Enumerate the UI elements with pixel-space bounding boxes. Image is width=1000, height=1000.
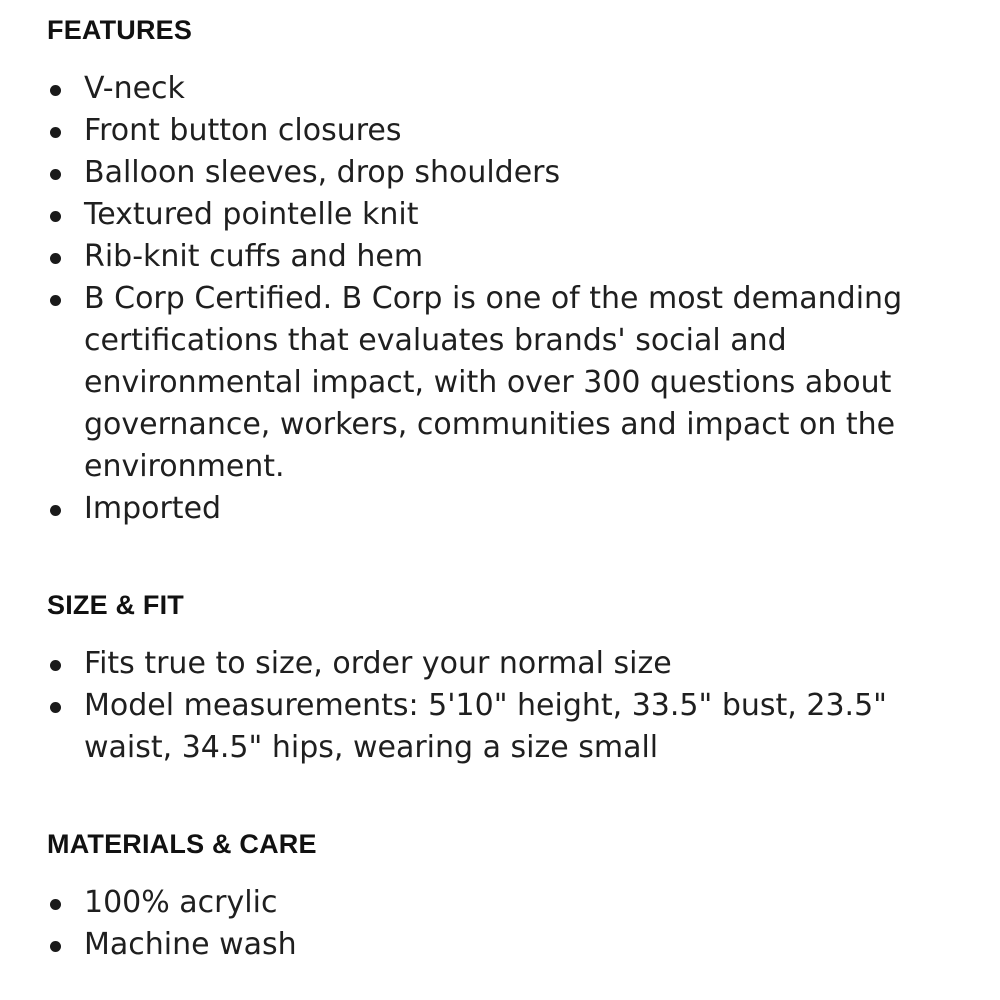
materials-care-list [47, 882, 960, 966]
list-item [47, 236, 960, 278]
feature-text: Rib-knit cuffs and hem [84, 239, 424, 274]
bullet-icon [50, 505, 61, 516]
bullet-icon [50, 253, 61, 264]
materials-text: Machine wash [84, 927, 297, 962]
features-heading: FEATURES [47, 15, 193, 45]
list-item [47, 685, 960, 769]
list-item [47, 68, 960, 110]
feature-text: V-neck [84, 71, 185, 106]
bullet-icon [50, 660, 61, 671]
list-item [47, 152, 960, 194]
features-section [47, 12, 960, 530]
list-item [47, 278, 960, 488]
list-item [47, 882, 960, 924]
materials-care-section [47, 826, 960, 966]
bullet-icon [50, 85, 61, 96]
bullet-icon [50, 941, 61, 952]
feature-text: Textured pointelle knit [84, 197, 419, 232]
list-item [47, 643, 960, 685]
features-list [47, 68, 960, 530]
size-fit-list [47, 643, 960, 769]
list-item [47, 924, 960, 966]
bullet-icon [50, 211, 61, 222]
feature-text: Balloon sleeves, drop shoulders [84, 155, 561, 190]
bullet-icon [50, 127, 61, 138]
list-item [47, 488, 960, 530]
materials-care-heading: MATERIALS & CARE [47, 829, 317, 859]
list-item [47, 110, 960, 152]
size-fit-text: Model measurements: 5'10" height, 33.5" bust, 23.5" waist, 34.5" hips, wearing a size small [84, 688, 887, 765]
size-fit-heading: SIZE & FIT [47, 590, 184, 620]
bullet-icon [50, 702, 61, 713]
bullet-icon [50, 899, 61, 910]
feature-text: Imported [84, 491, 222, 526]
bullet-icon [50, 169, 61, 180]
feature-text: Front button closures [84, 113, 402, 148]
size-fit-section [47, 587, 960, 769]
feature-text: B Corp Certified. B Corp is one of the most demanding certifications that evaluates brands' social and environmental impact, with over 300 questions about governance, workers, communities and impact on the environment. [84, 281, 903, 484]
bullet-icon [50, 295, 61, 306]
list-item [47, 194, 960, 236]
size-fit-text: Fits true to size, order your normal size [84, 646, 672, 681]
materials-text: 100% acrylic [84, 885, 278, 920]
